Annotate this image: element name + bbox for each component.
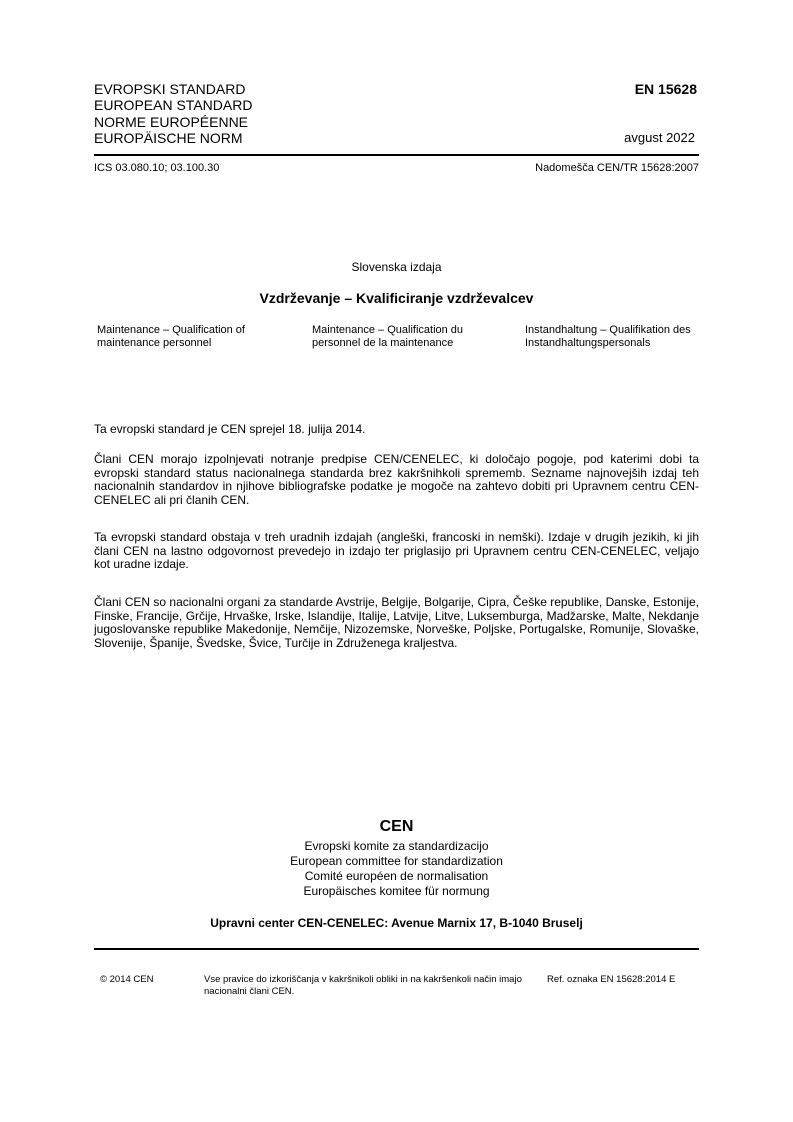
alt-title-english: Maintenance – Qualification of maintenance personnel [97,324,245,349]
alt-title-german: Instandhaltung – Qualifikation des Instandhaltungspersonals [525,324,691,349]
title-slovenian: EVROPSKI STANDARD [94,81,246,97]
cen-name: CEN [379,818,414,835]
ics-codes: ICS 03.080.10; 03.100.30 [94,162,220,174]
cen-line-english: European committee for standardization [290,854,503,868]
reference-number: Ref. oznaka EN 15628:2014 E [547,974,676,985]
rights-statement: Vse pravice do izkoriščanja v kakršnikoli obliki in na kakršenkoli način imajo nacionalni člani CEN. [204,974,522,997]
replaces-note: Nadomešča CEN/TR 15628:2007 [535,162,699,174]
alt-title-french: Maintenance – Qualification du personnel de la maintenance [312,324,464,349]
standard-number: EN 15628 [634,81,697,97]
document-title: Vzdrževanje – Kvalificiranje vzdrževalcev [259,290,534,306]
cen-committee-names [0,839,793,899]
paragraph-members-obligation: Člani CEN morajo izpolnjevati notranje predpise CEN/CENELEC, ki določajo pogoje, pod katerimi dobi ta evropski standard status nacionalnega standarda brez kakršnihkoli sprememb. Sezname najnovejših izdaj teh nacionalnih standardov in njihove bibliografske podatke je mogoče na zahtevo dobiti pri Upravnem centru CEN-CENELEC ali pri članih CEN. [94,452,699,507]
cen-address: Upravni center CEN-CENELEC: Avenue Marnix 17, B-1040 Bruselj [210,916,583,930]
publication-date: avgust 2022 [624,130,695,145]
header-divider [94,154,699,156]
standard-type-titles [94,81,252,146]
title-german: EUROPÄISCHE NORM [94,129,243,146]
footer-divider [94,948,699,950]
paragraph-members-list: Člani CEN so nacionalni organi za standarde Avstrije, Belgije, Bolgarije, Cipra, Češke republike, Danske, Estonije, Finske, Francije, Grčije, Hrvaške, Irske, Islandije, Italije, Latvije, Litve, Luksemburga, Madžarske, Malte, Nekdanje jugoslovanske republike Makedonije, Nemčije, Nizozemske, Norveške, Poljske, Portugalske, Romunije, Slovaške, Slovenije, Španije, Švedske, Švice, Turčije in Združenega kraljestva. [94,595,699,650]
cen-line-german: Europäisches komitee für normung [303,884,490,898]
paragraph-official-versions: Ta evropski standard obstaja v treh uradnih izdajah (angleški, francoski in nemški). Izdaje v drugih jezikih, ki jih člani CEN na lastno odgovornost prevedejo in izdajo ter priglasijo pri Upravnem centru CEN-CENELEC, veljajo kot uradne izdaje. [94,530,699,571]
paragraph-adoption: Ta evropski standard je CEN sprejel 18. julija 2014. [94,422,366,436]
cen-line-french: Comité européen de normalisation [304,869,489,883]
copyright: © 2014 CEN [100,974,154,985]
title-french: NORME EUROPÉENNE [94,113,249,130]
title-english: EUROPEAN STANDARD [94,97,253,114]
cen-line-slovenian: Evropski komite za standardizacijo [304,839,489,853]
edition-label: Slovenska izdaja [351,260,442,274]
